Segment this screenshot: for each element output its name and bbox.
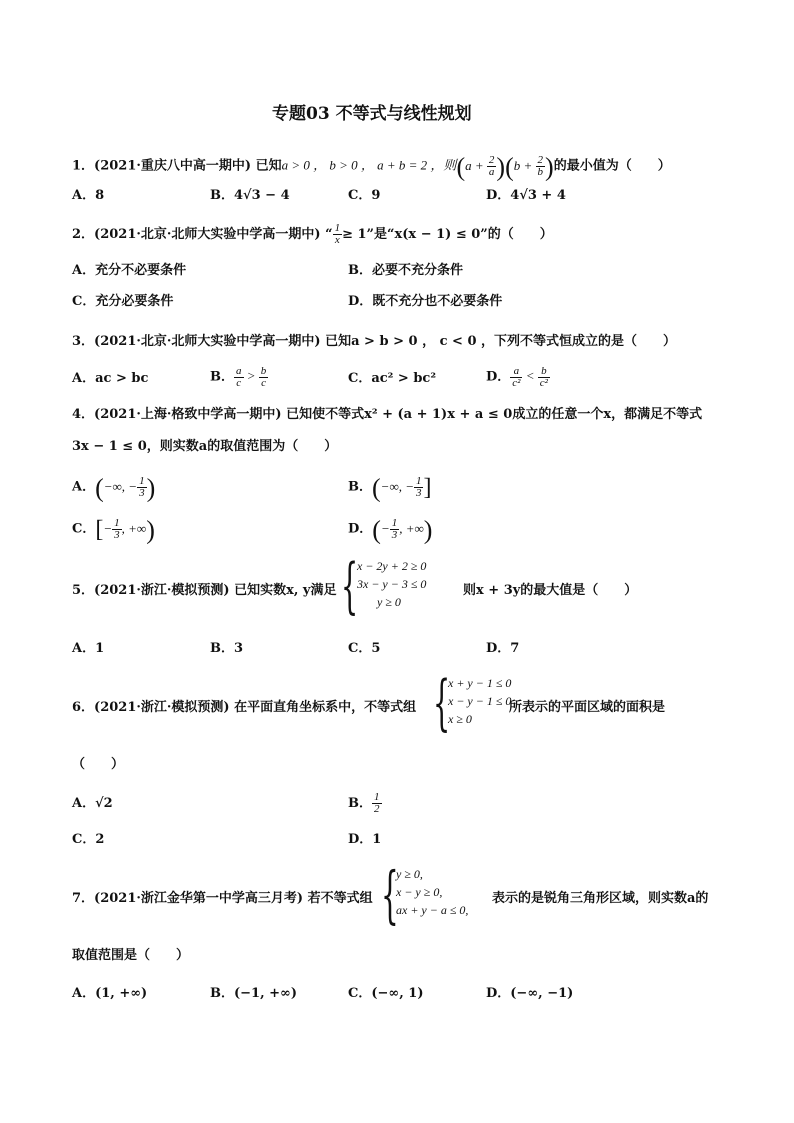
- q2-option-d[interactable]: D．既不充分也不必要条件: [348, 294, 503, 309]
- q6-system: x + y − 1 ≤ 0 x − y − 1 ≤ 0 x ≥ 0: [448, 676, 512, 726]
- q3-option-a[interactable]: A．ac > bc: [72, 371, 149, 386]
- q3-option-d[interactable]: D． $\frac{a}{\text{c²}}$ < $\frac{b}{\text{c²}}$: [486, 365, 548, 389]
- q1-condition: a > 0 ， b > 0 ， a + b = 2 ，则: [281, 157, 457, 173]
- page-title: 专题03 不等式与线性规划: [272, 104, 472, 124]
- q4-stem-line1: 4．(2021·上海·格致中学高一期中) 已知使不等式x² + (a + 1)x + a ≤ 0成立的任意一个x，都满足不等式: [72, 407, 703, 422]
- q1-option-c[interactable]: C．9: [348, 188, 381, 203]
- q6-stem: 6．(2021·浙江·模拟预测) 在平面直角坐标系中，不等式组: [72, 700, 417, 715]
- q1-expression: (a + $\frac{2}{a}$ )(b + $\frac{2}{b}$ ): [456, 152, 554, 181]
- q5-brace: {: [341, 551, 359, 621]
- q3-stem: 3．(2021·北京·北师大实验中学高一期中) 已知a > b > 0 ， c < 0 ，下列不等式恒成立的是（ ）: [72, 334, 677, 349]
- q5-system: x − 2y + 2 ≥ 0 3x − y − 3 ≤ 0 y ≥ 0: [357, 559, 427, 609]
- q4-option-a[interactable]: A．(−∞, − $\frac{1}{3}$ ): [72, 473, 156, 502]
- q4-option-c[interactable]: C．[− $\frac{1}{3}$ , +∞): [72, 515, 155, 544]
- q7-option-b[interactable]: B．(−1, +∞): [210, 986, 298, 1001]
- q5-option-c[interactable]: C．5: [348, 641, 381, 656]
- q1-option-b[interactable]: B．4√3 − 4: [210, 188, 290, 203]
- q5-option-a[interactable]: A．1: [72, 641, 105, 656]
- q2-option-a[interactable]: A．充分不必要条件: [72, 263, 187, 278]
- q7-system: y ≥ 0, x − y ≥ 0, ax + y − a ≤ 0,: [396, 867, 469, 917]
- q7-option-a[interactable]: A．(1, +∞): [72, 986, 148, 1001]
- q1-option-a[interactable]: A．8: [72, 188, 105, 203]
- q7-option-c[interactable]: C．(−∞, 1): [348, 986, 424, 1001]
- q7-stem-line2: 取值范围是（ ）: [72, 948, 190, 963]
- q4-stem-line2: 3x − 1 ≤ 0，则实数a的取值范围为（ ）: [72, 439, 338, 454]
- q5-tail: 则x + 3y的最大值是（ ）: [463, 583, 638, 598]
- q2-option-b[interactable]: B．必要不充分条件: [348, 263, 463, 278]
- q5-option-d[interactable]: D．7: [486, 641, 520, 656]
- q4-option-d[interactable]: D．(− $\frac{1}{3}$ , +∞): [348, 515, 433, 544]
- q1-option-d[interactable]: D．4√3 + 4: [486, 188, 566, 203]
- q2-option-c[interactable]: C．充分必要条件: [72, 294, 174, 309]
- q1-stem: 1．(2021·重庆八中高一期中) 已知a > 0 ， b > 0 ， a + b = 2 ，则(a + $\frac{2}{a}$ )(b + $\frac{2}{b}$ )的最小值为（ ）: [72, 152, 671, 181]
- q7-brace: {: [381, 858, 399, 931]
- q7-option-d[interactable]: D．(−∞, −1): [486, 986, 574, 1001]
- q5-option-b[interactable]: B．3: [210, 641, 244, 656]
- q6-answer-paren: （ ）: [72, 757, 125, 772]
- q6-option-a[interactable]: A．√2: [72, 796, 113, 811]
- q6-option-b[interactable]: B． $\frac{1}{2}$: [348, 791, 380, 815]
- q6-tail: 所表示的平面区域的面积是: [509, 700, 666, 715]
- q4-option-b[interactable]: B．(−∞, − $\frac{1}{3}$ ]: [348, 473, 432, 502]
- q7-tail: 表示的是锐角三角形区域，则实数a的: [492, 891, 709, 906]
- q3-option-b[interactable]: B． $\frac{a}{c}$ > $\frac{b}{c}$: [210, 365, 267, 389]
- q2-stem: 2．(2021·北京·北师大实验中学高一期中) “ $\frac{1}{x}$ ≥ 1”是“x(x − 1) ≤ 0”的（ ）: [72, 222, 553, 246]
- q6-option-c[interactable]: C．2: [72, 832, 105, 847]
- q7-stem: 7．(2021·浙江金华第一中学高三月考) 若不等式组: [72, 891, 373, 906]
- q6-option-d[interactable]: D．1: [348, 832, 382, 847]
- q6-brace: {: [433, 668, 451, 738]
- q3-option-c[interactable]: C．ac² > bc²: [348, 371, 437, 386]
- q5-stem: 5．(2021·浙江·模拟预测) 已知实数x, y满足: [72, 583, 337, 598]
